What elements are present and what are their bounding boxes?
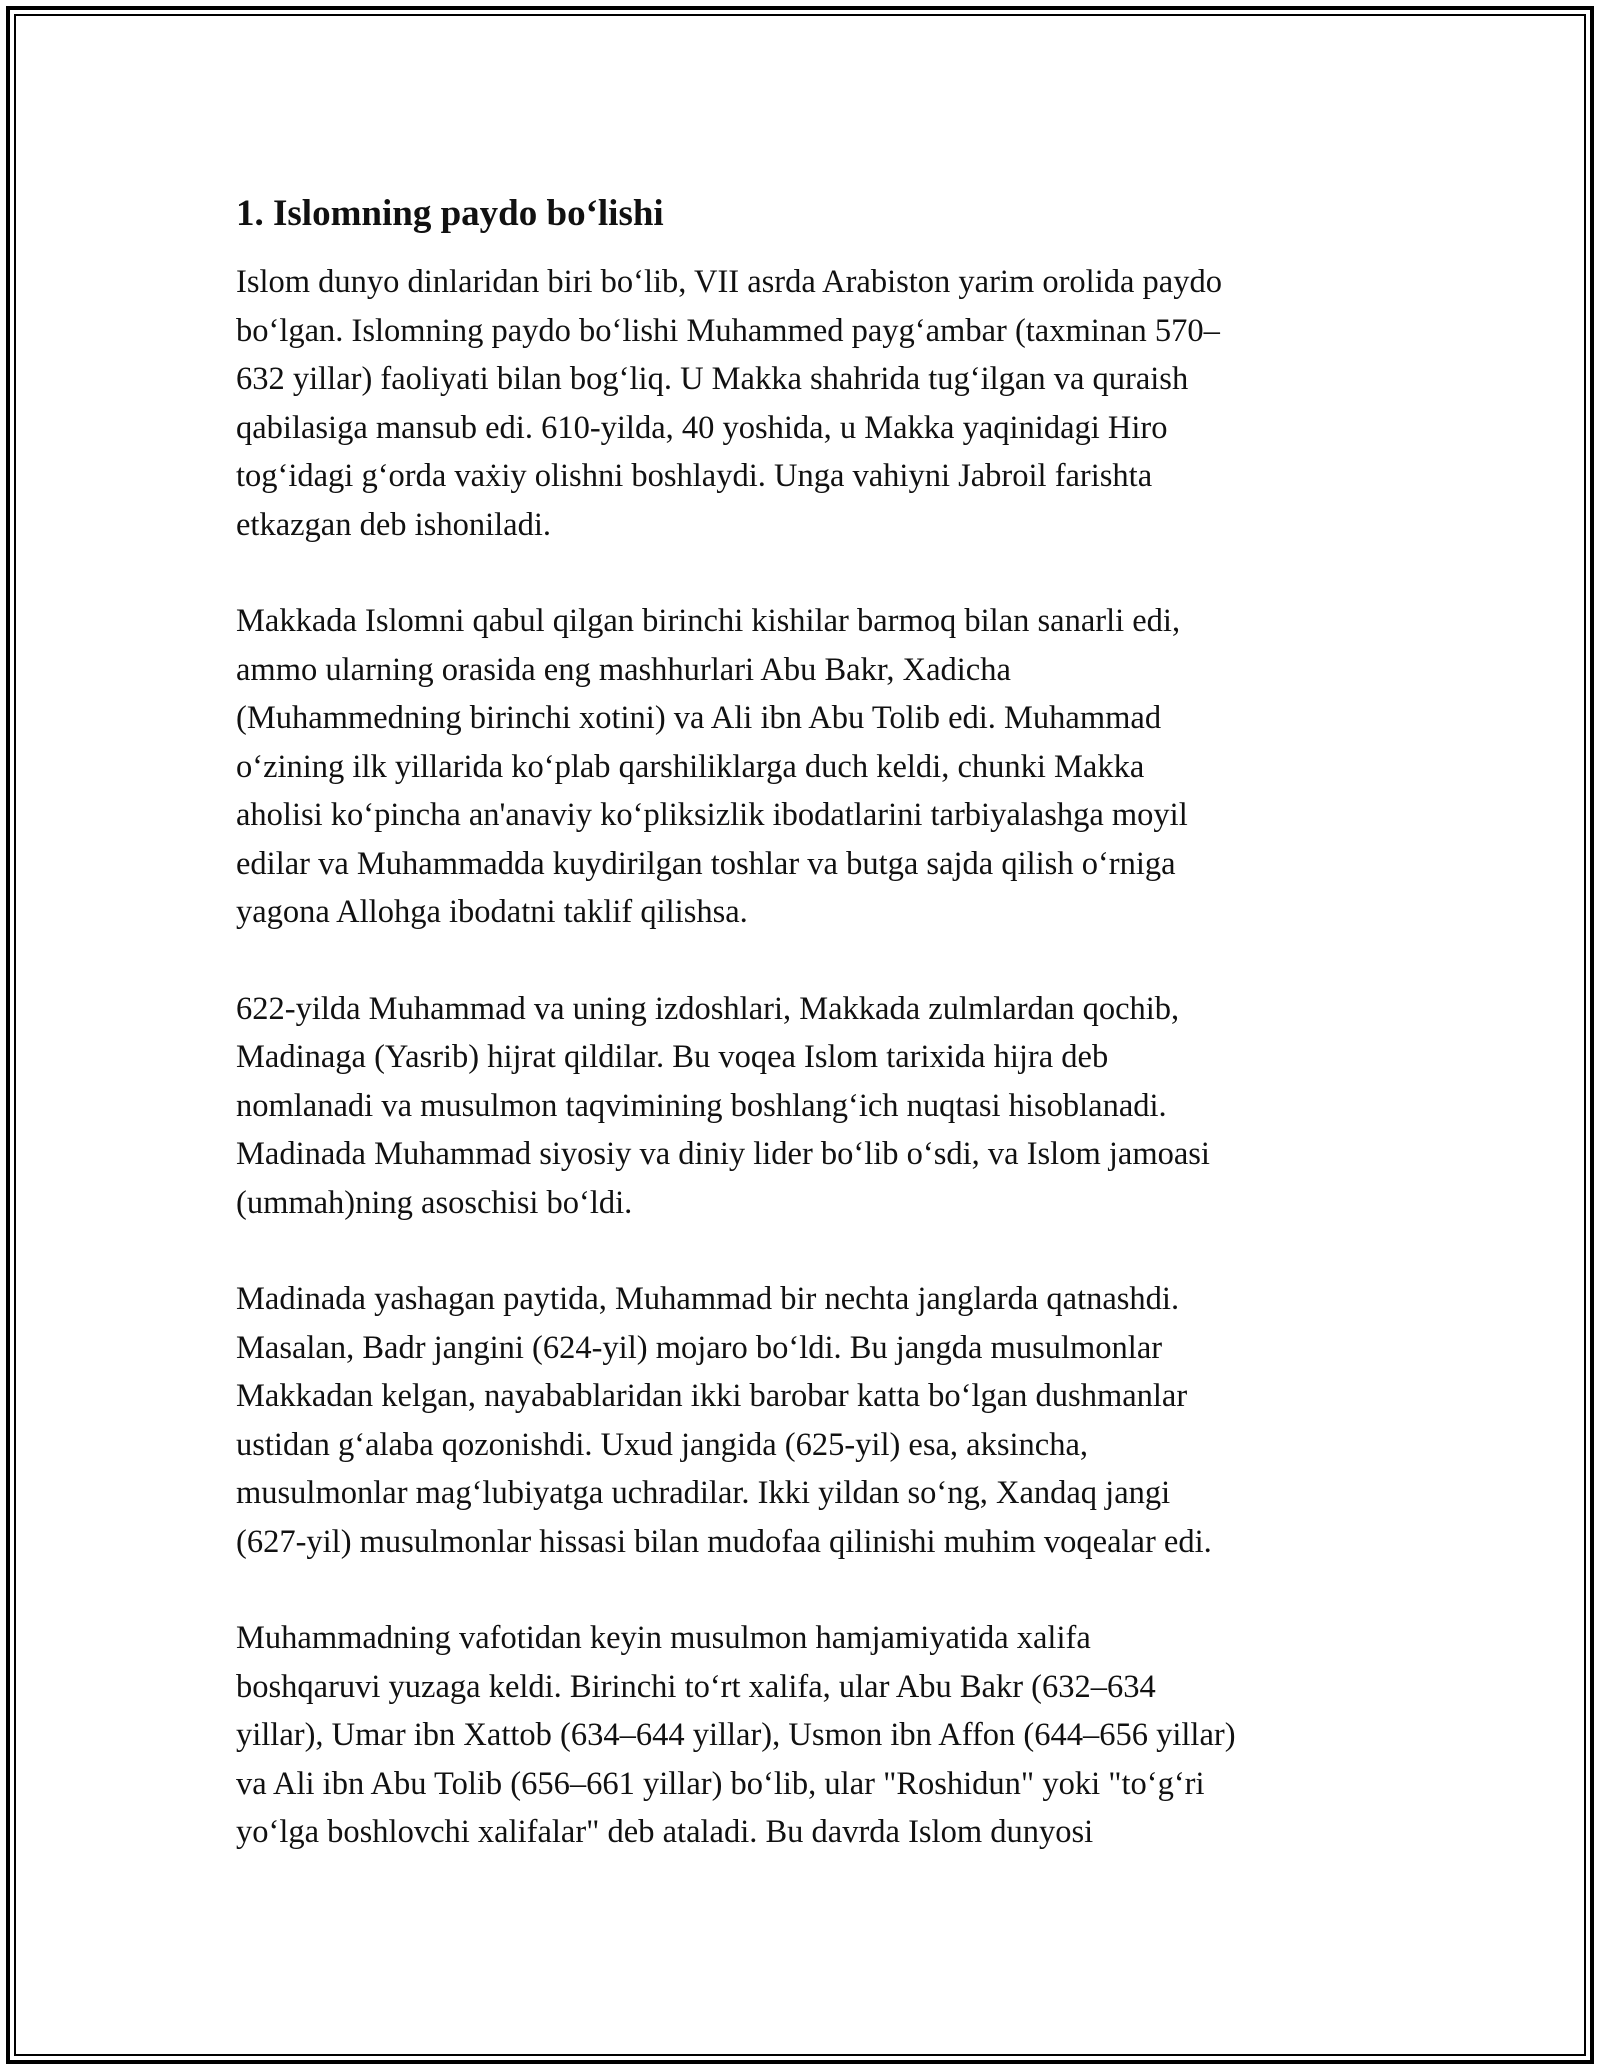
text-line: (Muhammedning birinchi xotini) va Ali ibn Abu Tolib edi. Muhammad: [236, 700, 1162, 736]
text-line: 622-yilda Muhammad va uning izdoshlari, Makkada zulmlardan qochib,: [236, 990, 1180, 1027]
paragraph-1: [236, 258, 1376, 549]
text-line: Makkadan kelgan, nayabablaridan ikki barobar katta bo‘lgan dushmanlar: [236, 1378, 1188, 1414]
text-line: nomlanadi va musulmon taqvimining boshlang‘ich nuqtasi hisoblanadi.: [236, 1087, 1167, 1124]
text-line: tog‘idagi g‘orda vaẋiy olishni boshlaydi. Unga vahiyni Jabroil farishta: [236, 458, 1153, 494]
text-line: Madinada yashagan paytida, Muhammad bir nechta janglarda qatnashdi.: [236, 1281, 1180, 1317]
text-line: (627-yil) musulmonlar hissasi bilan mudofaa qilinishi muhim voqealar edi.: [236, 1523, 1212, 1560]
document-body: [236, 188, 1376, 1905]
text-line: 632 yillar) faoliyati bilan bog‘liq. U Makka shahrida tug‘ilgan va quraish: [236, 361, 1189, 397]
text-line: Makkada Islomni qabul qilgan birinchi kishilar barmoq bilan sanarli edi,: [236, 603, 1181, 639]
text-line: aholisi ko‘pincha an'anaviy ko‘pliksizlik ibodatlarini tarbiyalashga moyil: [236, 797, 1188, 833]
section-heading: 1. Islomning paydo bo‘lishi: [236, 193, 664, 234]
text-line: yagona Allohga ibodatni taklif qilishsa.: [236, 894, 748, 930]
text-line: etkazgan deb ishoniladi.: [236, 506, 551, 543]
text-line: o‘zining ilk yillarida ko‘plab qarshiliklarga duch keldi, chunki Makka: [236, 748, 1145, 785]
paragraph-3: [236, 985, 1376, 1228]
text-line: musulmonlar mag‘lubiyatga uchradilar. Ikki yildan so‘ng, Xandaq jangi: [236, 1475, 1171, 1511]
text-line: Madinaga (Yasrib) hijrat qildilar. Bu voqea Islom tarixida hijra deb: [236, 1039, 1109, 1075]
text-line: ammo ularning orasida eng mashhurlari Abu Bakr, Xadicha: [236, 651, 1011, 688]
text-line: yillar), Umar ibn Xattob (634–644 yillar), Usmon ibn Affon (644–656 yillar): [236, 1717, 1236, 1753]
text-line: Muhammadning vafotidan keyin musulmon hamjamiyatida xalifa: [236, 1620, 1091, 1656]
paragraph-2: [236, 597, 1376, 937]
text-line: edilar va Muhammadda kuydirilgan toshlar va butga sajda qilish o‘rniga: [236, 845, 1176, 882]
text-line: Islom dunyo dinlaridan biri bo‘lib, VII asrda Arabiston yarim orolida paydo: [236, 264, 1222, 300]
text-line: ustidan g‘alaba qozonishdi. Uxud jangida (625-yil) esa, aksincha,: [236, 1426, 1088, 1463]
paragraph-5: [236, 1614, 1376, 1857]
text-line: va Ali ibn Abu Tolib (656–661 yillar) bo‘lib, ular "Roshidun" yoki "to‘g‘ri: [236, 1765, 1205, 1802]
text-line: Madinada Muhammad siyosiy va diniy lider bo‘lib o‘sdi, va Islom jamoasi: [236, 1136, 1210, 1172]
text-line: yo‘lga boshlovchi xalifalar" deb ataladi. Bu davrda Islom dunyosi: [236, 1814, 1094, 1850]
text-line: Masalan, Badr jangini (624-yil) mojaro bo‘ldi. Bu jangda musulmonlar: [236, 1329, 1163, 1366]
paragraph-4: [236, 1275, 1376, 1566]
text-line: boshqaruvi yuzaga keldi. Birinchi to‘rt xalifa, ular Abu Bakr (632–634: [236, 1668, 1156, 1705]
text-line: qabilasiga mansub edi. 610-yilda, 40 yoshida, u Makka yaqinidagi Hiro: [236, 409, 1168, 446]
text-line: (ummah)ning asoschisi bo‘ldi.: [236, 1184, 633, 1221]
text-line: bo‘lgan. Islomning paydo bo‘lishi Muhammed payg‘ambar (taxminan 570–: [236, 312, 1220, 349]
